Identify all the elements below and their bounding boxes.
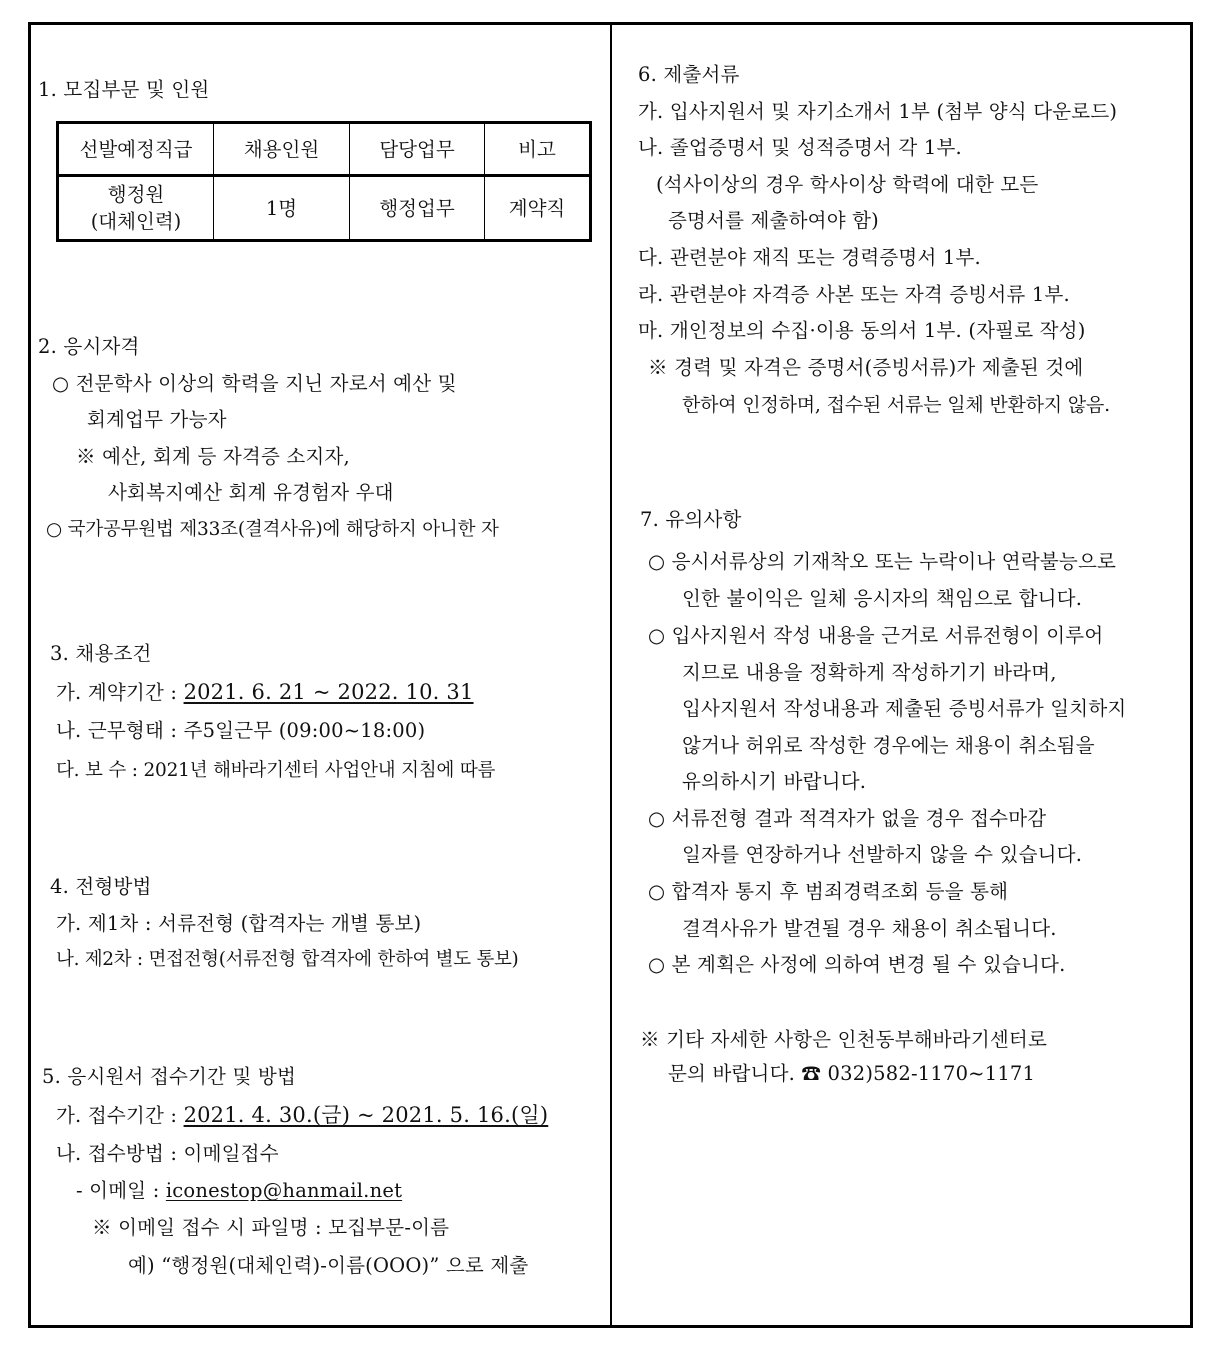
rank-line-1: 행정원 (107, 183, 165, 206)
contract-period (56, 677, 474, 708)
section-7-title: 7. 유의사항 (640, 508, 742, 531)
document-item-e: 마. 개인정보의 수집·이용 동의서 1부. (자필로 작성) (638, 319, 1086, 342)
notice-1-line-1: ○ 응시서류상의 기재착오 또는 누락이나 연락불능으로 (648, 550, 1117, 573)
table-header-row (58, 123, 591, 176)
section-3-title: 3. 채용조건 (50, 642, 152, 665)
document-item-b-note-1: (석사이상의 경우 학사이상 학력에 대한 모든 (656, 173, 1039, 196)
notice-3-line-2: 일자를 연장하거나 선발하지 않을 수 있습니다. (682, 843, 1083, 866)
notice-5: ○ 본 계획은 사정에 의하여 변경 될 수 있습니다. (648, 953, 1066, 976)
notice-2-line-2: 지므로 내용을 정확하게 작성하기기 바라며, (682, 661, 1057, 684)
document-item-d: 라. 관련분야 자격증 사본 또는 자격 증빙서류 1부. (638, 283, 1070, 306)
document-item-a: 가. 입사지원서 및 자기소개서 1부 (첨부 양식 다운로드) (638, 100, 1118, 123)
column-divider (610, 22, 612, 1328)
salary: 다. 보 수 : 2021년 해바라기센터 사업안내 지침에 따름 (56, 760, 496, 781)
section-6-title: 6. 제출서류 (638, 63, 740, 86)
table-header-rank: 선발예정직급 (58, 123, 214, 176)
preference-note-1: ※ 예산, 회계 등 자격증 소지자, (76, 445, 350, 468)
contact-note-line-1: ※ 기타 자세한 사항은 인천동부해바라기센터로 (640, 1028, 1047, 1051)
table-header-duty: 담당업무 (350, 123, 485, 176)
application-period (56, 1100, 548, 1131)
document-item-c: 다. 관련분야 재직 또는 경력증명서 1부. (638, 246, 981, 269)
qualification-line-2: 회계업무 가능자 (87, 408, 227, 431)
contact-note-line-2: 문의 바랍니다. ☎ 032)582-1170~1171 (668, 1062, 1036, 1085)
qualification-line-3: ○ 국가공무원법 제33조(결격사유)에 해당하지 아니한 자 (46, 519, 499, 540)
contract-period-label: 가. 계약기간 : (56, 681, 184, 704)
document-note-1: ※ 경력 및 자격은 증명서(증빙서류)가 제출된 것에 (648, 356, 1084, 379)
document-item-b: 나. 졸업증명서 및 성적증명서 각 1부. (638, 136, 962, 159)
table-cell-duty: 행정업무 (350, 176, 485, 241)
document-item-b-note-2: 증명서를 제출하여야 함) (668, 209, 879, 232)
notice-2-line-4: 않거나 허위로 작성한 경우에는 채용이 취소됨을 (682, 734, 1095, 757)
recruitment-table (56, 121, 592, 242)
notice-2-line-5: 유의하시기 바랍니다. (682, 770, 867, 793)
section-5-title: 5. 응시원서 접수기간 및 방법 (42, 1065, 297, 1088)
table-header-count: 채용인원 (214, 123, 350, 176)
notice-2-line-3: 입사지원서 작성내용과 제출된 증빙서류가 일치하지 (682, 697, 1127, 720)
rank-line-2: (대체인력) (90, 210, 182, 233)
preference-note-2: 사회복지예산 회계 유경험자 우대 (108, 481, 394, 504)
notice-1-line-2: 인한 불이익은 일체 응시자의 책임으로 합니다. (682, 587, 1083, 610)
email-line (76, 1176, 402, 1206)
notice-4-line-2: 결격사유가 발견될 경우 채용이 취소됩니다. (682, 917, 1057, 940)
document-note-2: 한하여 인정하며, 접수된 서류는 일체 반환하지 않음. (682, 394, 1110, 416)
email-link[interactable]: iconestop@hanmail.net (165, 1179, 403, 1202)
application-method: 나. 접수방법 : 이메일접수 (56, 1142, 279, 1165)
notice-4-line-1: ○ 합격자 통지 후 범죄경력조회 등을 통해 (648, 880, 1009, 903)
application-period-label: 가. 접수기간 : (56, 1104, 184, 1127)
table-cell-note: 계약직 (485, 176, 591, 241)
filename-example: 예) “행정원(대체인력)-이름(OOO)” 으로 제출 (128, 1254, 529, 1277)
work-type: 나. 근무형태 : 주5일근무 (09:00~18:00) (56, 719, 426, 742)
section-2-title: 2. 응시자격 (38, 335, 140, 358)
filename-note: ※ 이메일 접수 시 파일명 : 모집부문-이름 (92, 1216, 450, 1239)
table-header-note: 비고 (485, 123, 591, 176)
section-4-title: 4. 전형방법 (50, 875, 152, 898)
email-label: - 이메일 : (76, 1179, 166, 1202)
notice-3-line-1: ○ 서류전형 결과 적격자가 없을 경우 접수마감 (648, 807, 1047, 830)
application-period-value: 2021. 4. 30.(금) ~ 2021. 5. 16.(일) (183, 1103, 549, 1127)
table-cell-rank (58, 176, 214, 241)
screening-step-2: 나. 제2차 : 면접전형(서류전형 합격자에 한하여 별도 통보) (56, 949, 519, 970)
section-1-title: 1. 모집부문 및 인원 (38, 78, 210, 101)
notice-2-line-1: ○ 입사지원서 작성 내용을 근거로 서류전형이 이루어 (648, 624, 1104, 647)
table-cell-count: 1명 (214, 176, 350, 241)
contract-period-value: 2021. 6. 21 ~ 2022. 10. 31 (183, 680, 474, 704)
qualification-line-1: ○ 전문학사 이상의 학력을 지닌 자로서 예산 및 (52, 372, 457, 395)
screening-step-1: 가. 제1차 : 서류전형 (합격자는 개별 통보) (56, 912, 422, 935)
table-row (58, 176, 591, 241)
